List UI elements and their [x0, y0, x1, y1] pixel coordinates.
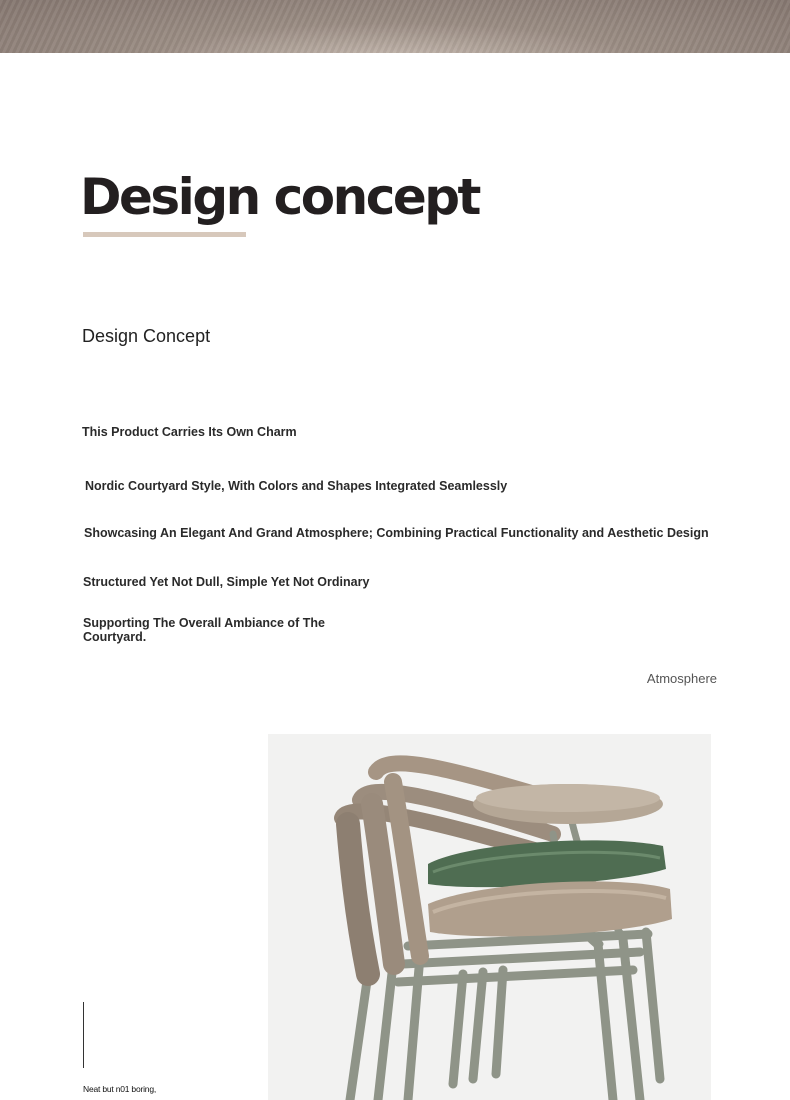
stacked-chairs-photo — [268, 734, 711, 1100]
concept-line-charm: This Product Carries Its Own Charm — [82, 425, 297, 439]
header-texture-banner — [0, 0, 790, 53]
decorative-vertical-rule — [83, 1002, 84, 1068]
chairs-illustration — [268, 734, 711, 1100]
title-underline-accent — [83, 232, 246, 237]
page-title: Design concept — [80, 168, 479, 226]
concept-line-nordic: Nordic Courtyard Style, With Colors and Shapes Integrated Seamlessly — [85, 479, 508, 493]
section-heading: Design Concept — [82, 326, 211, 346]
concept-line-courtyard: Supporting The Overall Ambiance of The Courtyard. — [83, 616, 325, 644]
bottom-caption: Neat but n01 boring, — [83, 1084, 157, 1094]
atmosphere-label: Atmosphere — [646, 671, 717, 686]
concept-line-structured: Structured Yet Not Dull, Simple Yet Not Ordinary — [83, 575, 370, 589]
concept-line-elegant: Showcasing An Elegant And Grand Atmosphere; Combining Practical Functionality and Aesthetic Design — [84, 526, 709, 540]
